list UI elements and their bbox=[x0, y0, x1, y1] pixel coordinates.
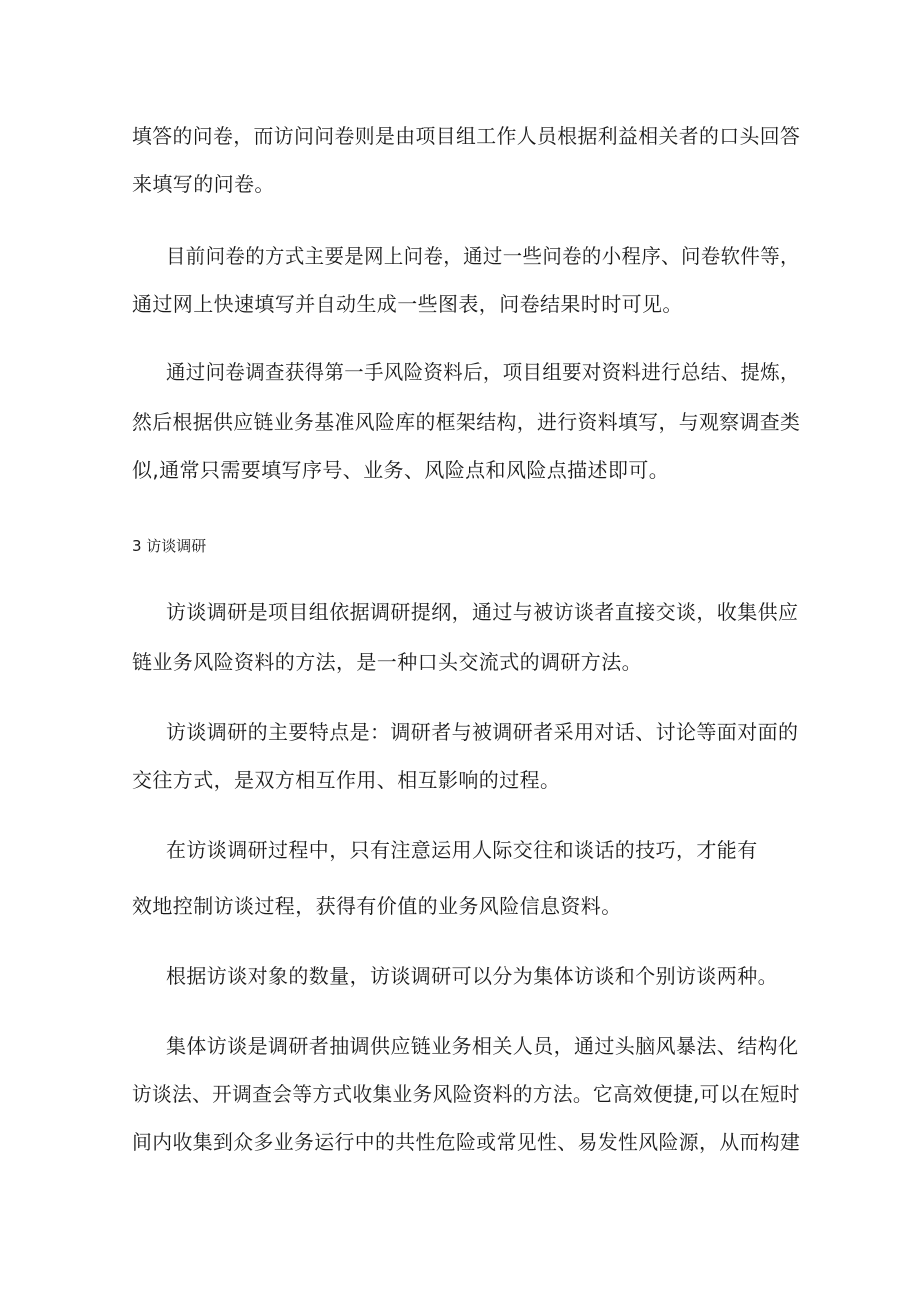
paragraph-line: 间内收集到众多业务运行中的共性危险或常见性、易发性风险源，从而构建 bbox=[132, 1130, 801, 1154]
paragraph-line: 在访谈调研过程中，只有注意运用人际交往和谈话的技巧，才能有 bbox=[166, 838, 758, 862]
paragraph-line: 访谈法、开调查会等方式收集业务风险资料的方法。它高效便捷,可以在短时 bbox=[132, 1082, 800, 1106]
paragraph-line: 访谈调研的主要特点是：调研者与被调研者采用对话、讨论等面对面的 bbox=[166, 720, 799, 744]
paragraph-line: 访谈调研是项目组依据调研提纲，通过与被访谈者直接交谈，收集供应 bbox=[166, 600, 799, 624]
paragraph-line: 链业务风险资料的方法，是一种口头交流式的调研方法。 bbox=[132, 650, 642, 674]
paragraph-line: 通过问卷调查获得第一手风险资料后，项目组要对资料进行总结、提炼， bbox=[166, 360, 800, 384]
paragraph-line: 然后根据供应链业务基准风险库的框架结构，进行资料填写，与观察调查类 bbox=[132, 410, 801, 434]
paragraph-line: 似,通常只需要填写序号、业务、风险点和风险点描述即可。 bbox=[132, 458, 670, 482]
paragraph-line: 集体访谈是调研者抽调供应链业务相关人员，通过头脑风暴法、结构化 bbox=[166, 1034, 799, 1058]
paragraph-line: 效地控制访谈过程，获得有价值的业务风险信息资料。 bbox=[132, 894, 622, 918]
paragraph-line: 根据访谈对象的数量，访谈调研可以分为集体访谈和个别访谈两种。 bbox=[166, 964, 778, 988]
paragraph-line: 目前问卷的方式主要是网上问卷，通过一些问卷的小程序、问卷软件等， bbox=[166, 244, 800, 268]
paragraph-line: 填答的问卷，而访问问卷则是由项目组工作人员根据利益相关者的口头回答 bbox=[132, 124, 801, 148]
section-heading: 3 访谈调研 bbox=[132, 537, 207, 555]
paragraph-line: 来填写的问卷。 bbox=[132, 172, 275, 196]
paragraph-line: 通过网上快速填写并自动生成一些图表，问卷结果时时可见。 bbox=[132, 292, 683, 316]
paragraph-line: 交往方式，是双方相互作用、相互影响的过程。 bbox=[132, 768, 561, 792]
